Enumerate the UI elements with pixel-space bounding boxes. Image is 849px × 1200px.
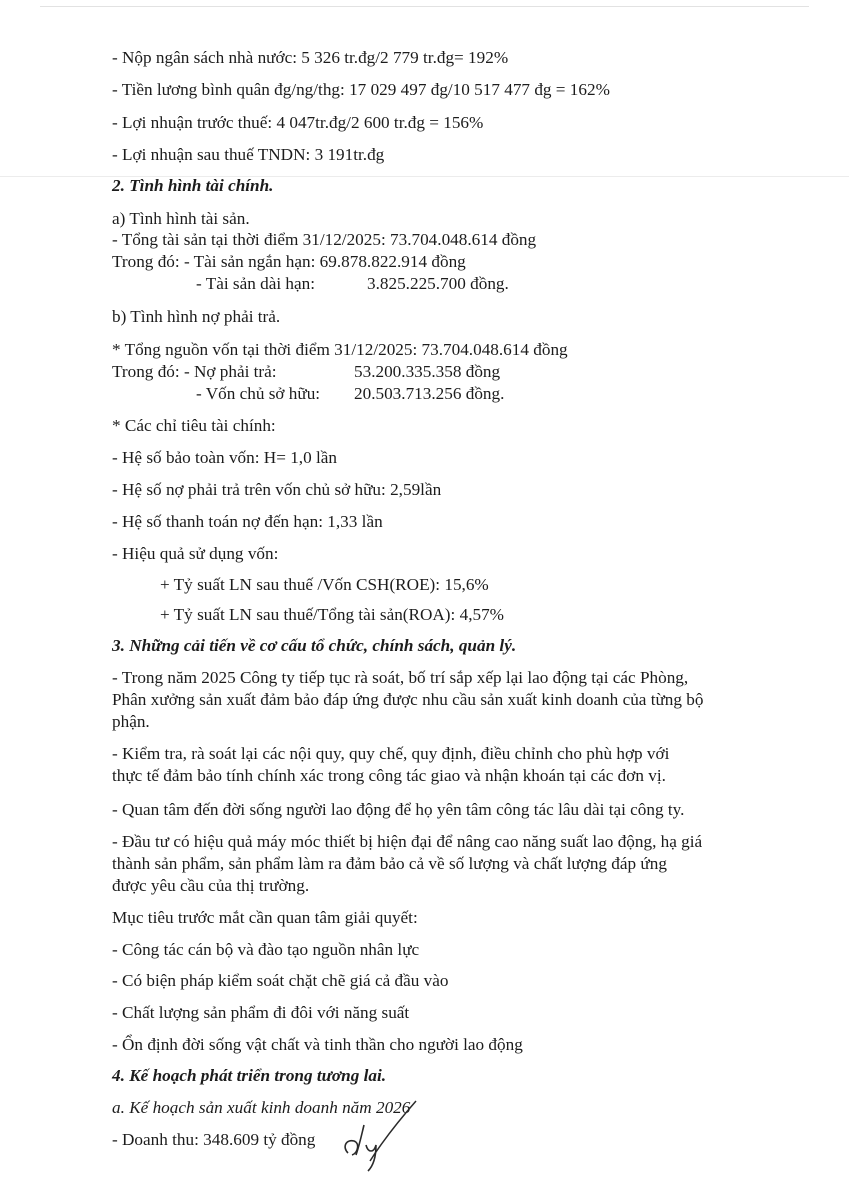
text-line: + Tỷ suất LN sau thuế /Vốn CSH(ROE): 15,6% xyxy=(160,575,489,594)
text-line: + Tỷ suất LN sau thuế/Tổng tài sản(ROA): 4,57% xyxy=(160,605,505,624)
value-text: 20.503.713.256 đồng. xyxy=(354,384,505,403)
top-scan-edge xyxy=(40,6,809,7)
section-heading-4: 4. Kế hoạch phát triển trong tương lai. xyxy=(112,1066,387,1085)
text-line: - Chất lượng sản phẩm đi đôi với năng suất xyxy=(112,1003,410,1022)
text-line: - Đầu tư có hiệu quả máy móc thiết bị hiện đại để nâng cao năng suất lao động, hạ giá xyxy=(112,832,703,851)
text-line: phận. xyxy=(112,712,150,731)
text-line: - Nộp ngân sách nhà nước: 5 326 tr.đg/2 779 tr.đg= 192% xyxy=(112,48,509,67)
text-line: - Tổng tài sản tại thời điểm 31/12/2025: 73.704.048.614 đồng xyxy=(112,230,537,249)
text-line: - Có biện pháp kiểm soát chặt chẽ giá cả đầu vào xyxy=(112,971,449,990)
text-line: thực tế đảm bảo tính chính xác trong công tác giao và nhận khoán tại các đơn vị. xyxy=(112,766,666,785)
section-heading-2: 2. Tình hình tài chính. xyxy=(112,176,274,195)
value-text: 53.200.335.358 đồng xyxy=(354,362,501,381)
text-line: a) Tình hình tài sản. xyxy=(112,209,250,228)
text-line: Mục tiêu trước mắt cần quan tâm giải quyết: xyxy=(112,908,418,927)
text-line: Trong đó: - Nợ phải trả: xyxy=(112,362,277,381)
text-line: - Hệ số bảo toàn vốn: H= 1,0 lần xyxy=(112,448,337,467)
text-line: Phân xưởng sản xuất đảm bảo đáp ứng được nhu cầu sản xuất kinh doanh của từng bộ xyxy=(112,690,704,709)
text-line: - Hiệu quả sử dụng vốn: xyxy=(112,544,279,563)
value-text: 3.825.225.700 đồng. xyxy=(367,274,509,293)
text-line: - Hệ số nợ phải trả trên vốn chủ sở hữu: 2,59lần xyxy=(112,480,442,499)
text-line: - Ổn định đời sống vật chất và tinh thần cho người lao động xyxy=(112,1035,523,1054)
text-line: - Hệ số thanh toán nợ đến hạn: 1,33 lần xyxy=(112,512,383,531)
text-line: - Tài sản dài hạn: xyxy=(196,274,316,293)
text-line: * Các chỉ tiêu tài chính: xyxy=(112,416,276,435)
text-line: - Doanh thu: 348.609 tỷ đồng xyxy=(112,1130,316,1149)
text-line: - Công tác cán bộ và đào tạo nguồn nhân lực xyxy=(112,940,420,959)
text-line: Trong đó: - Tài sản ngắn hạn: 69.878.822.914 đồng xyxy=(112,252,466,271)
text-line: b) Tình hình nợ phải trả. xyxy=(112,307,281,326)
text-line: - Trong năm 2025 Công ty tiếp tục rà soát, bố trí sắp xếp lại lao động tại các Phòng, xyxy=(112,668,689,687)
text-line: được yêu cầu của thị trường. xyxy=(112,876,310,895)
subsection-heading: a. Kế hoạch sản xuất kinh doanh năm 2026 xyxy=(112,1098,411,1117)
signature-initials xyxy=(340,1095,420,1175)
text-line: - Kiểm tra, rà soát lại các nội quy, quy chế, quy định, điều chỉnh cho phù hợp với xyxy=(112,744,670,763)
text-line: - Vốn chủ sở hữu: xyxy=(196,384,321,403)
text-line: * Tổng nguồn vốn tại thời điểm 31/12/2025: 73.704.048.614 đồng xyxy=(112,340,568,359)
text-line: - Quan tâm đến đời sống người lao động để họ yên tâm công tác lâu dài tại công ty. xyxy=(112,800,685,819)
section-heading-3: 3. Những cải tiến về cơ cấu tổ chức, chính sách, quản lý. xyxy=(112,636,517,655)
text-line: - Lợi nhuận sau thuế TNDN: 3 191tr.đg xyxy=(112,145,385,164)
text-line: - Tiền lương bình quân đg/ng/thg: 17 029 497 đg/10 517 477 đg = 162% xyxy=(112,80,610,99)
text-line: thành sản phẩm, sản phẩm làm ra đảm bảo cả về số lượng và chất lượng đáp ứng xyxy=(112,854,667,873)
text-line: - Lợi nhuận trước thuế: 4 047tr.đg/2 600 tr.đg = 156% xyxy=(112,113,484,132)
